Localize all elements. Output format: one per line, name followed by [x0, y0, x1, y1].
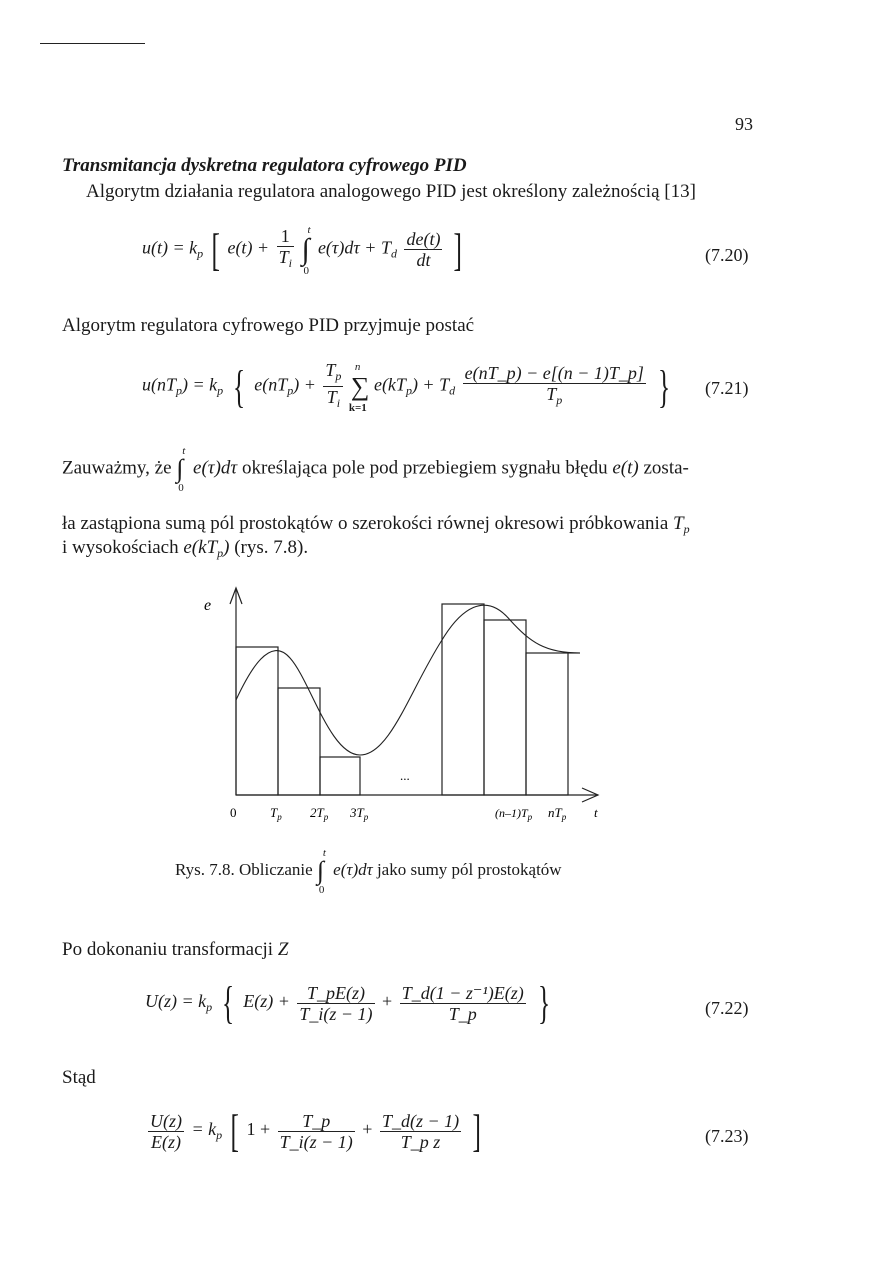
equation-number-7-22: (7.22) — [705, 998, 749, 1018]
section-heading: Transmitancja dyskretna regulatora cyfrowego PID — [62, 155, 467, 176]
page-number: 93 — [735, 114, 753, 134]
error-signal-curve — [236, 605, 580, 755]
paragraph-line-2: ła zastąpiona sumą pól prostokątów o szerokości równej okresowi próbkowania $T_p$ — [62, 513, 690, 536]
sample-rectangle — [320, 757, 360, 795]
figure-rectangles-integration — [190, 580, 620, 830]
sample-rectangle — [278, 688, 320, 795]
sample-rectangle — [526, 653, 568, 795]
equation-7-21: $u(nT_p) = k_p$ { $e(nT_p)$ + $\frac{T_p}{T_i}$ ∑ n k=1 $e(kT_p) + T_d$ $\frac{e(nT\_p) - e[(n - 1)T\_p]}{T_p}$ } — [142, 360, 671, 414]
sample-rectangle — [484, 620, 526, 795]
integral-sign: ∫ t 0 — [301, 223, 311, 277]
sample-rectangle — [236, 647, 278, 795]
tick-label: $2T_p$ — [310, 805, 329, 822]
sample-rectangle — [442, 604, 484, 795]
tick-label: 0 — [230, 805, 237, 820]
tick-label: $3T_p$ — [350, 805, 369, 822]
sum-sign: ∑ n k=1 — [348, 360, 370, 414]
equation-7-23: $\frac{U(z)}{E(z)}$ = $k_p$ [ 1 + $\frac{T\_p}{T\_i(z - 1)}$ + $\frac{T\_d(z - 1)}{\text{T\_p z}}$ ] — [150, 1105, 481, 1156]
tick-label: $T_p$ — [270, 805, 282, 822]
equation-number-7-21: (7.21) — [705, 378, 749, 398]
integral-sign: ∫ t 0 — [316, 847, 326, 896]
figure-caption: Rys. 7.8. Obliczanie ∫ t 0 e(τ)dτ jako sumy pól prostokątów — [175, 847, 562, 896]
equation-7-20: $u(t) = k_p$ [ e(t) + $\frac{1}{T_i}$ ∫ t 0 $e(\tau)d\tau + T_d$ $\frac{de(t)}{dt}$ ] — [142, 223, 462, 277]
ellipsis: ... — [400, 768, 410, 783]
tick-label: $nT_p$ — [548, 805, 567, 822]
x-axis-label: t — [594, 805, 598, 820]
equation-7-22: $U(z) = k_p$ { E(z) + $\frac{T\_pE(z)}{T\_i(z - 1)}$ + $\frac{\text{T\_d(1 − z⁻¹)E(z)}}{T\_p}$ } — [145, 977, 551, 1028]
lead-text-7-23: Stąd — [62, 1067, 96, 1088]
y-axis-label: e — [204, 597, 212, 614]
lead-text-7-21: Algorytm regulatora cyfrowego PID przyjmuje postać — [62, 315, 475, 336]
header-rule — [40, 43, 145, 44]
paragraph-line-1: Zauważmy, że ∫ t 0 e(τ)dτ określająca pole pod przebiegiem sygnału błędu e(t) zosta- — [62, 445, 689, 494]
equation-number-7-23: (7.23) — [705, 1126, 749, 1146]
equation-number-7-20: (7.20) — [705, 245, 749, 265]
intro-text: Algorytm działania regulatora analogowego PID jest określony zależnością [13] — [86, 181, 696, 202]
lead-text-7-22: Po dokonaniu transformacji Z — [62, 939, 289, 960]
paragraph-line-3: i wysokościach $e(kT_p)$ (rys. 7.8). — [62, 537, 309, 560]
integral-sign: ∫ t 0 — [176, 445, 186, 494]
tick-label: $(n-1)T_p$ — [495, 806, 533, 822]
